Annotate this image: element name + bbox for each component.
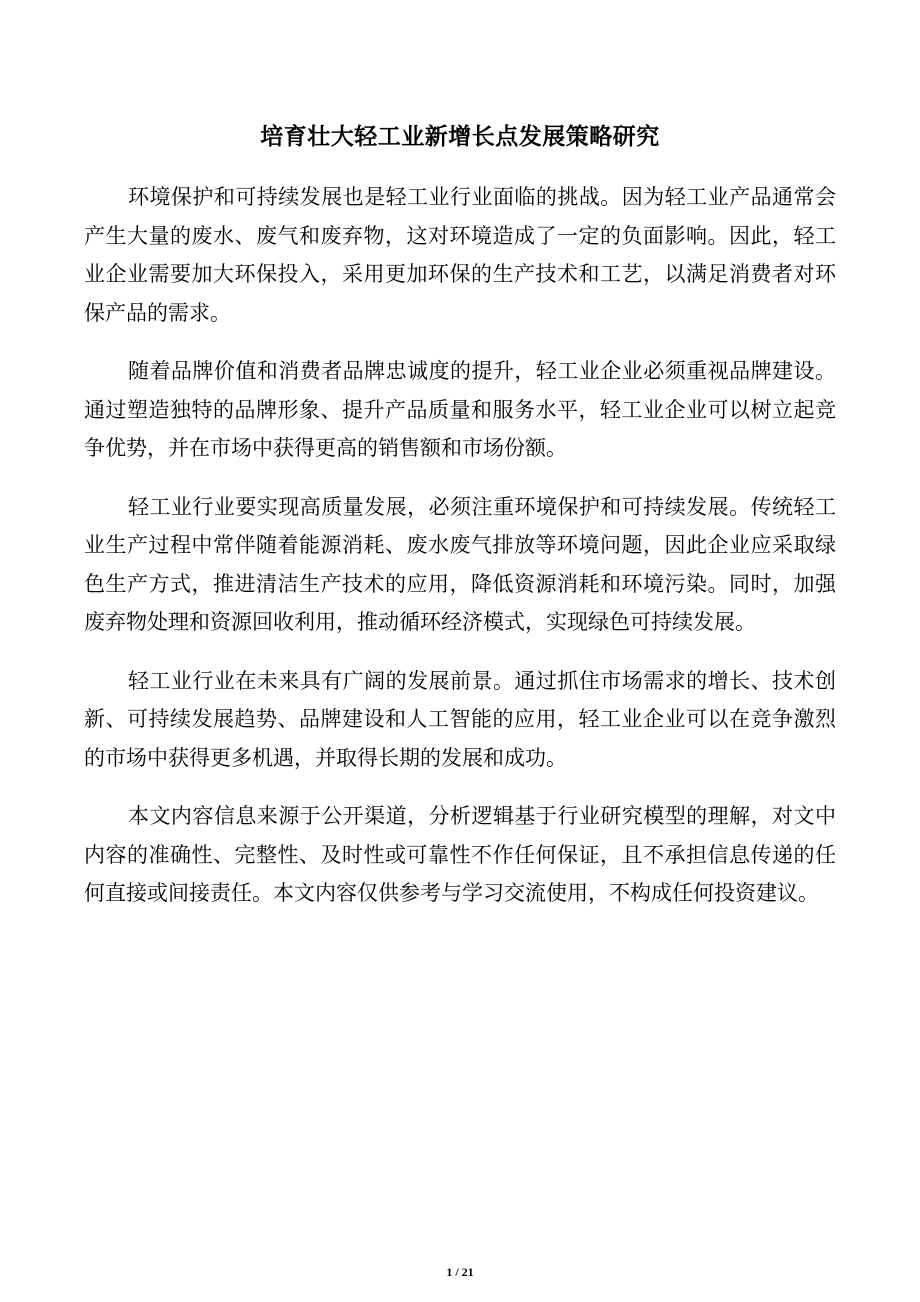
document-title: 培育壮大轻工业新增长点发展策略研究	[260, 124, 660, 150]
paragraph-4: 轻工业行业在未来具有广阔的发展前景。通过抓住市场需求的增长、技术创新、可持续发展趋势、品牌建设和人工智能的应用，轻工业企业可以在竞争激烈的市场中获得更多机遇，并取得长期的发展和成功。	[84, 668, 836, 770]
document-body	[84, 178, 836, 933]
page-number: 1 / 21	[446, 1265, 474, 1279]
paragraph-2: 随着品牌价值和消费者品牌忠诚度的提升，轻工业企业必须重视品牌建设。通过塑造独特的品牌形象、提升产品质量和服务水平，轻工业企业可以树立起竞争优势，并在市场中获得更高的销售额和市场份额。	[84, 359, 836, 460]
paragraph-3: 轻工业行业要实现高质量发展，必须注重环境保护和可持续发展。传统轻工业生产过程中常伴随着能源消耗、废水废气排放等环境问题，因此企业应采取绿色生产方式，推进清洁生产技术的应用，降低资源消耗和环境污染。同时，加强废弃物处理和资源回收利用，推动循环经济模式，实现绿色可持续发展。	[84, 494, 836, 634]
paragraph-5: 本文内容信息来源于公开渠道，分析逻辑基于行业研究模型的理解，对文中内容的准确性、完整性、及时性或可靠性不作任何保证，且不承担信息传递的任何直接或间接责任。本文内容仅供参考与学习交流使用，不构成任何投资建议。	[84, 804, 836, 905]
paragraph-1: 环境保护和可持续发展也是轻工业行业面临的挑战。因为轻工业产品通常会产生大量的废水、废气和废弃物，这对环境造成了一定的负面影响。因此，轻工业企业需要加大环保投入，采用更加环保的生产技术和工艺，以满足消费者对环保产品的需求。	[84, 185, 836, 325]
